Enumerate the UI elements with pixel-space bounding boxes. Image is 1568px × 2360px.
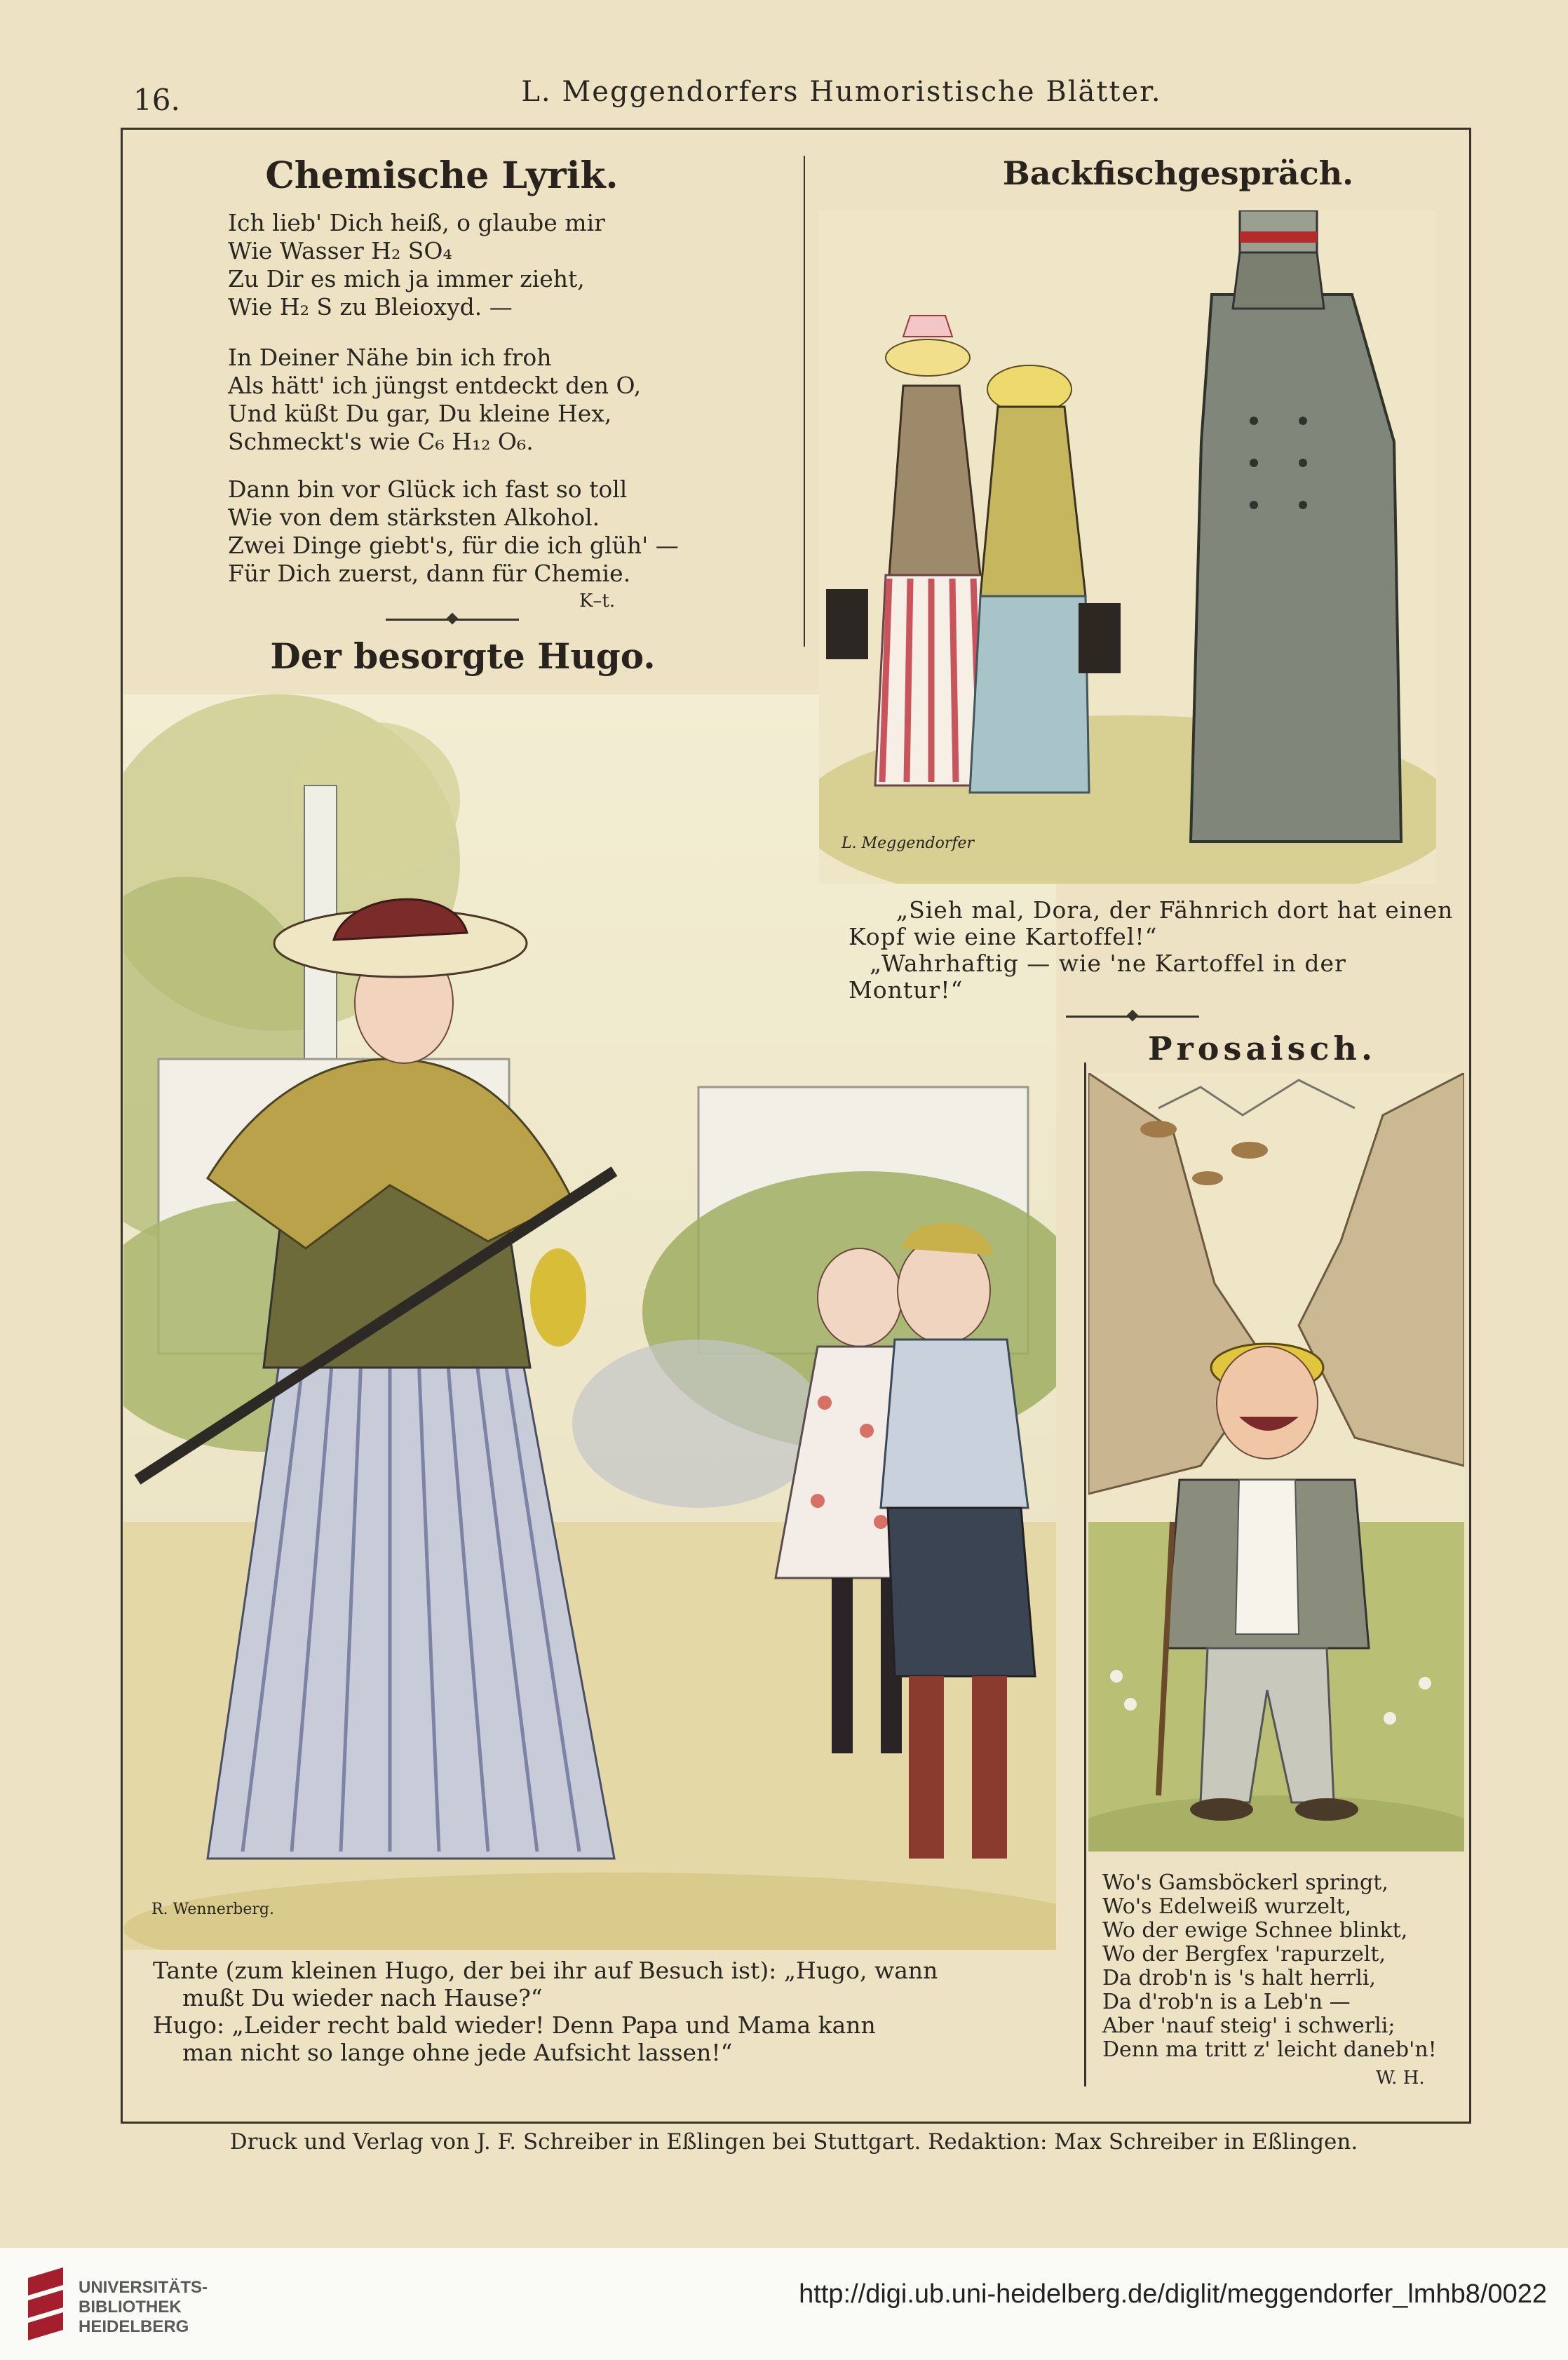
hugo-caption-line-3: Hugo: „Leider recht bald wieder! Denn Papa und Mama kann: [153, 2011, 876, 2039]
library-logo-text: [79, 2278, 208, 2337]
illustration-schoolgirls-and-cadet: [819, 210, 1436, 884]
prosaisch-verse-7: Aber 'nauf steig' i schwerli;: [1102, 2014, 1395, 2038]
poem-title-chemische-lyrik: Chemische Lyrik.: [265, 154, 619, 197]
poem-stanza-3: Dann bin vor Glück ich fast so toll Wie von dem stärksten Alkohol. Zwei Dinge giebt's, für die ich glüh' — Für Dich zuerst, dann für Chemie.: [228, 476, 679, 587]
prosaisch-verse-1: Wo's Gamsböckerl springt,: [1102, 1870, 1388, 1895]
prosaisch-verse-6: Da d'rob'n is a Leb'n —: [1102, 1990, 1351, 2014]
backfisch-caption-line-3: „Wahrhaftig — wie 'ne Kartoffel in der: [870, 950, 1346, 977]
imprint-line: Druck und Verlag von J. F. Schreiber in Eßlingen bei Stuttgart. Redaktion: Max Schreiber in Eßlingen.: [229, 2129, 1358, 2155]
backfisch-caption-line-4: Montur!“: [849, 976, 964, 1004]
illustration-hiker: [1088, 1073, 1464, 1852]
artist-signature-meggendorfer: L. Meggendorfer: [842, 835, 975, 852]
backfisch-caption-line-1: „Sieh mal, Dora, der Fähnrich dort hat einen: [896, 896, 1454, 924]
ornament-divider-right: [1066, 1016, 1199, 1018]
logo-line-1: UNIVERSITÄTS-: [79, 2278, 208, 2297]
university-library-logo-icon: [21, 2264, 70, 2341]
column-divider: [804, 156, 805, 647]
poem-stanza-1: Ich lieb' Dich heiß, o glaube mir Wie Wasser H₂ SO₄ Zu Dir es mich ja immer zieht, Wie H₂ S zu Bleioxyd. —: [228, 209, 605, 321]
source-url-link[interactable]: http://digi.ub.uni-heidelberg.de/diglit/meggendorfer_lmhb8/0022: [799, 2279, 1547, 2309]
prosaisch-verse-4: Wo der Bergfex 'rapurzelt,: [1102, 1942, 1386, 1967]
prosaisch-verse-3: Wo der ewige Schnee blinkt,: [1102, 1918, 1408, 1943]
cartoon-title-hugo: Der besorgte Hugo.: [270, 635, 656, 677]
prosaisch-signature: W. H.: [1376, 2068, 1425, 2089]
cartoon-title-prosaisch: Prosaisch.: [1147, 1030, 1377, 1067]
hugo-caption-line-2: mußt Du wieder nach Hause?“: [153, 1984, 543, 2011]
page-number: 16.: [133, 83, 180, 117]
ornament-divider: [386, 619, 519, 621]
prosaisch-verse-8: Denn ma tritt z' leicht daneb'n!: [1102, 2037, 1437, 2062]
prosaisch-verse-5: Da drob'n is 's halt herrli,: [1102, 1966, 1376, 1990]
prosaisch-verse-2: Wo's Edelweiß wurzelt,: [1102, 1894, 1352, 1919]
poem-signature: K–t.: [579, 591, 616, 612]
logo-line-2: BIBLIOTHEK: [79, 2298, 182, 2317]
cartoon-title-backfisch: Backfischgespräch.: [1002, 154, 1354, 192]
hugo-caption-line-1: Tante (zum kleinen Hugo, der bei ihr auf Besuch ist): „Hugo, wann: [153, 1957, 938, 1984]
prosaisch-frame-left: [1084, 1063, 1086, 2086]
poem-stanza-2: In Deiner Nähe bin ich froh Als hätt' ich jüngst entdeckt den O, Und küßt Du gar, Du kleine Hex, Schmeckt's wie C₆ H₁₂ O₆.: [228, 344, 642, 455]
hugo-caption-line-4: man nicht so lange ohne jede Aufsicht lassen!“: [153, 2039, 733, 2066]
logo-line-3: HEIDELBERG: [79, 2317, 189, 2336]
backfisch-caption-line-2: Kopf wie eine Kartoffel!“: [849, 923, 1158, 950]
running-head: L. Meggendorfers Humoristische Blätter.: [521, 76, 1162, 108]
artist-signature-wennerberg: R. Wennerberg.: [151, 1901, 274, 1918]
